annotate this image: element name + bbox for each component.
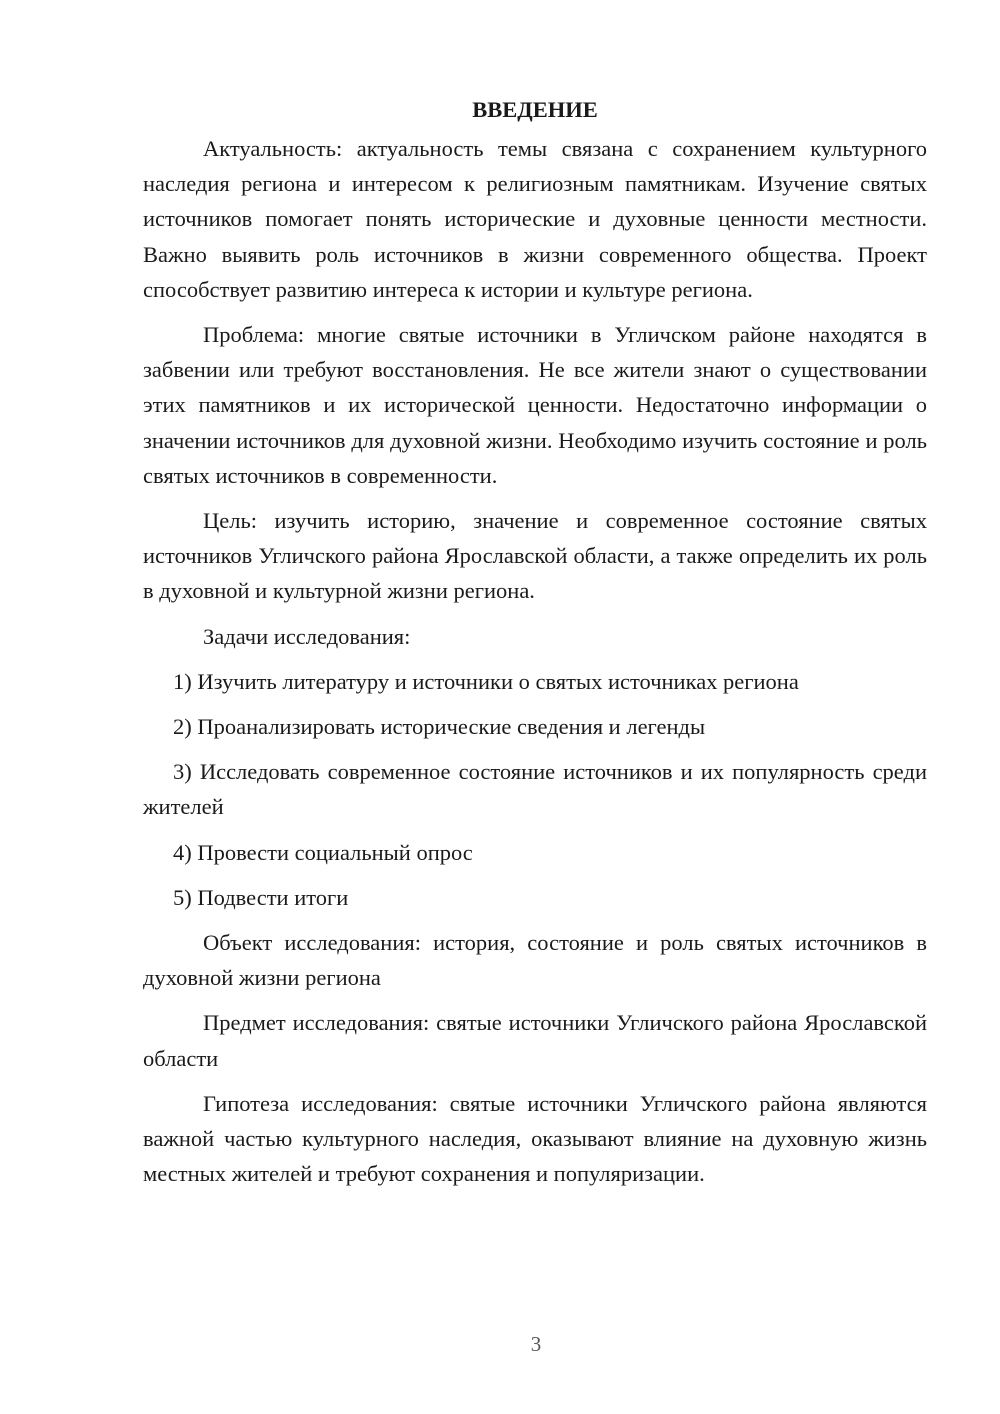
task-item-2: 2) Проанализировать исторические сведения и легенды [173,714,706,740]
hypothesis-paragraph: Гипотеза исследования: святые источники Угличского района являются важной частью культурного наследия, оказывают влияние на духовную жизнь местных жителей и требуют сохранения и популяризации. [143,1090,927,1187]
goal-paragraph: Цель: изучить историю, значение и современное состояние святых источников Угличского района Ярославской области, а также определить их роль в духовной и культурной жизни региона. [143,508,927,604]
page-content [143,92,927,1201]
object-paragraph: Объект исследования: история, состояние и роль святых источников в духовной жизни региона [143,930,927,991]
page-number: 3 [530,1332,542,1356]
task-item-3: 3) Исследовать современное состояние источников и их популярность среди жителей [143,759,927,820]
section-title: ВВЕДЕНИЕ [472,97,598,122]
problem-paragraph: Проблема: многие святые источники в Угличском районе находятся в забвении или требуют восстановления. Не все жители знают о существовании этих памятников и их исторической ценности. Недостаточно информации о значении источников для духовной жизни. Необходимо изучить состояние и роль святых источников в современности. [143,322,927,488]
task-item-4: 4) Провести социальный опрос [173,839,473,865]
task-item-1: 1) Изучить литературу и источники о святых источниках региона [173,668,799,694]
subject-paragraph: Предмет исследования: святые источники Угличского района Ярославской области [143,1010,927,1071]
tasks-heading: Задачи исследования: [203,623,411,649]
task-item-5: 5) Подвести итоги [173,884,349,910]
relevance-paragraph: Актуальность: актуальность темы связана с сохранением культурного наследия региона и интересом к религиозным памятникам. Изучение святых источников помогает понять исторические и духовные ценности местности. Важно выявить роль источников в жизни современного общества. Проект способствует развитию интереса к истории и культуре региона. [143,136,927,302]
